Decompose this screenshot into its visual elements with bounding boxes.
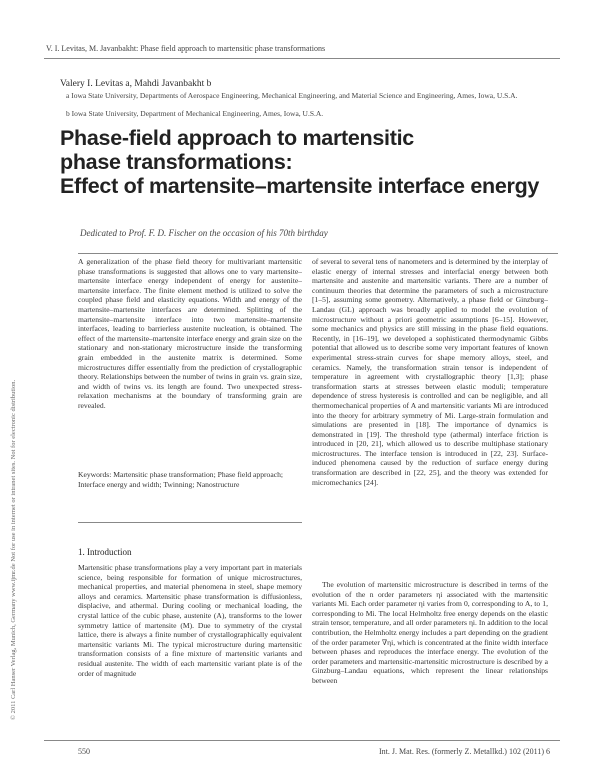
title-line-2: phase transformations: [60,150,293,174]
abstract: A generalization of the phase field theory for multivariant martensitic phase transformations is suggested that allows one to vary martensite–martensite interface energy independent of energy for austenite–martensite interface. The finite element method is utilized to solve the coupled phase field and elasticity equations. Width and energy of the martensite–martensite interfaces are determined. Splitting of the martensite–martensite interface into two martensite–martensite interfaces, leading to barrierless austenite nucleation, is obtained. The effect of the martensite–martensite interface energy and grain size on the stationary and non-stationary microstructure inside the transforming grain embedded in the austenite matrix is determined. Some microstructures differ essentially from the prediction of crystallographic theory. Relationships between the number of twins in grain vs. grain size, and width of twins vs. its length are found. Two unexpected stress-relaxation mechanisms at the boundary of transforming grain are revealed. [78,257,302,410]
title-rule [78,253,558,254]
header-rule [44,58,560,59]
intro-left-column: Martensitic phase transformations play a very important part in materials science, being responsible for formation of unique microstructures, mechanical properties, and material phenomena in steel, shape memory alloys and ceramics. Martensitic phase transformation is diffusionless, displacive, and athermal. During cooling or mechanical loading, the crystal lattice of the cubic phase, austenite (A), transforms to the lower symmetry lattice of martensite (M). Due to symmetry of the crystal lattice, there is always a finite number of crystallographically equivalent martensitic variants Mi. The typical microstructure during martensitic transformation consists of a fine mixture of martensitic variants and residual austenite. The width of each martensitic variant plate is of the order of magnitude [78,563,302,678]
affiliation-b: b Iowa State University, Department of Mechanical Engineering, Ames, Iowa, U.S.A. [66,109,324,118]
intro-right-paragraph-2: The evolution of martensitic microstructure is described in terms of the evolution of the n order parameters ηi associated with the martensitic variants Mi. Each order parameter ηi varies from 0, corresponding to A, to 1, corresponding to Mi. The local Helmholtz free energy depends on the elastic strain tensor, temperature, and all order parameters ηi. In addition to the local contribution, the Helmholtz energy includes a part depending on the gradient of the order parameter ∇ηi, which is concentrated at the finite width interface between phases and reproduces the interface energy. The evolution of the order parameters and martensitic-martensitic microstructure is described by a Ginzburg–Landau equations, which represent the linear relationships between [312,580,548,685]
journal-citation: Int. J. Mat. Res. (formerly Z. Metallkd.) 102 (2011) 6 [378,747,550,756]
title-line-1: Phase-field approach to martensitic [60,126,414,150]
copyright-side-note [8,160,22,730]
footer-rule [44,740,560,741]
running-header: V. I. Levitas, M. Javanbakht: Phase field approach to martensitic phase transformations [46,44,326,53]
paper-title [60,126,560,198]
section-heading: 1. Introduction [78,547,132,557]
intro-right-paragraph-1: of several to several tens of nanometers and is determined by the interplay of elastic energy of internal stresses and interfacial energy between both martensite and austenite and martensitic variants. There are a number of continuum theories that determine the parameters of such a microstructure [1–5], assuming some geometry. Alternatively, a phase field or Ginzburg–Landau (GL) approach was broadly applied to model the evolution of microstructure without a priori geometric assumptions [6–15]. However, some mechanics and physics are still missing in the phase field equations. Recently, in [16–19], we developed a sophisticated thermodynamic Gibbs potential that allowed us to describe some very important features of known experimental stress-strain curves for shape memory alloys, steel, and ceramics. Namely, the transformation strain tensor is independent of temperature in agreement with crystallographic theory [1,3]; phase transformation starts at stresses between elastic moduli; temperature dependence of stress hysteresis is controlled and can be negligible, and all thermomechanical properties of A and martensitic variants Mi are introduced into the theory for arbitrary symmetry of Mi. Large-strain formulation and simulations are presented in [18]. The importance of dynamics is demonstrated in [19]. The threshold type (athermal) interface friction is introduced in [20, 21], which allowed us to describe multiphase stationary microstructures. The interface tension is introduced in [22, 23]. Surface-induced phenomena caused by the reduction of surface energy during transformation are described in [22, 25], and the theory was extended for micromechanics [24]. [312,257,548,487]
abstract-rule [78,522,302,523]
authors: Valery I. Levitas a, Mahdi Javanbakht b [60,79,212,89]
title-line-3: Effect of martensite–martensite interface energy [60,174,540,198]
side-note-text: © 2011 Carl Hanser Verlag, Munich, Germany www.ijmr.de Not for use in internet or intranet sites. Not for electronic distribution. [10,379,17,720]
affiliation-a: a Iowa State University, Departments of Aerospace Engineering, Mechanical Engineering, and Material Science and Engineering, Ames, Iowa, U.S.A. [66,91,518,100]
page-number: 550 [78,747,90,756]
keywords: Keywords: Martensitic phase transformation; Phase field approach; Interface energy and width; Twinning; Nanostructure [78,470,283,489]
dedication: Dedicated to Prof. F. D. Fischer on the occasion of his 70th birthday [80,228,328,238]
